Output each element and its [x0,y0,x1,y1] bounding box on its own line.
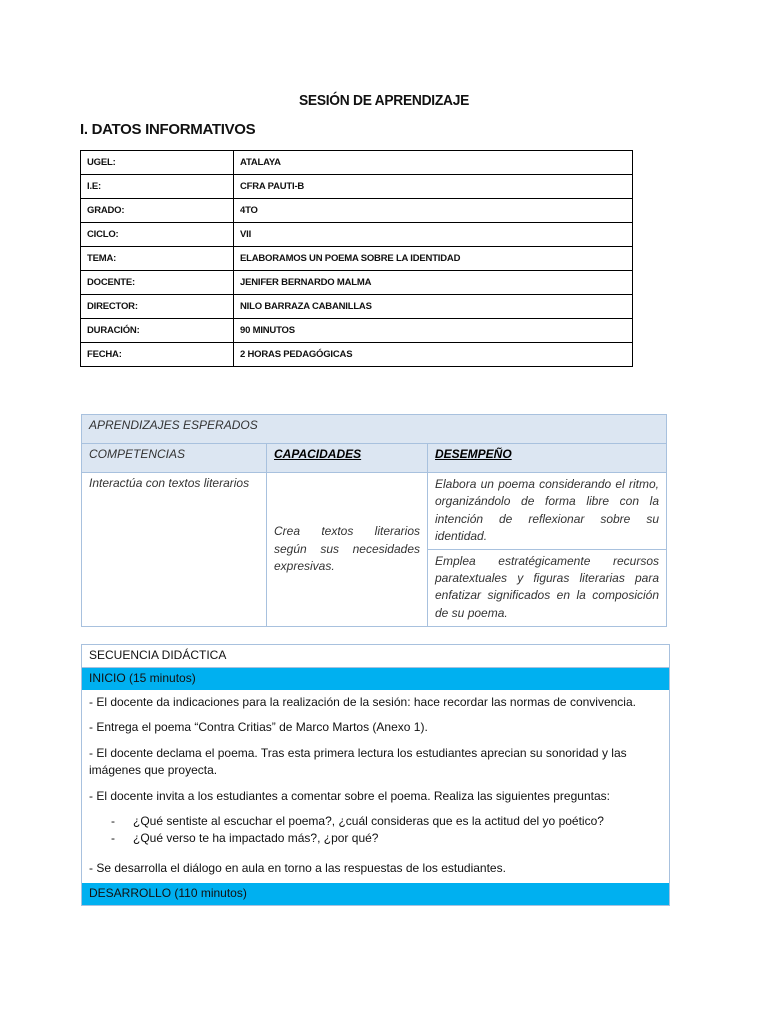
list-item: - ¿Qué sentiste al escuchar el poema?, ¿cuál consideras que es la actitud del yo poético? [133,813,662,830]
column-header-row [82,444,667,473]
table-row [81,247,633,271]
inicio-phase-label: INICIO (15 minutos) [82,668,669,690]
list-item: - ¿Qué verso te ha impactado más?, ¿por qué? [133,830,662,847]
table-row [81,175,633,199]
question-list [89,813,662,848]
paragraph: - El docente declama el poema. Tras esta primera lectura los estudiantes aprecian su sonoridad y las imágenes que proyecta. [89,745,627,778]
table-row [81,223,633,247]
col-competencias: COMPETENCIAS [82,444,267,473]
desempeno-cell-2: Emplea estratégicamente recursos paratextuales y figuras literarias para enfatizar significados en la composición de su poema. [428,549,667,626]
row-value: CFRA PAUTI-B [234,175,633,199]
row-value: JENIFER BERNARDO MALMA [234,271,633,295]
page-title: SESIÓN DE APRENDIZAJE [298,92,470,109]
paragraph: - Entrega el poema “Contra Critias” de Marco Martos (Anexo 1). [89,720,428,735]
row-value: ELABORAMOS UN POEMA SOBRE LA IDENTIDAD [234,247,633,271]
row-label: DURACIÓN: [81,319,234,343]
table-row [81,295,633,319]
row-label: DOCENTE: [81,271,234,295]
paragraph: - El docente invita a los estudiantes a comentar sobre el poema. Realiza las siguientes preguntas: [89,788,610,803]
competencia-cell: Interactúa con textos literarios [82,473,267,627]
paragraph: - Se desarrolla el diálogo en aula en torno a las respuestas de los estudiantes. [89,860,506,875]
table-row [81,151,633,175]
row-label: GRADO: [81,199,234,223]
row-value: 90 MINUTOS [234,319,633,343]
row-label: UGEL: [81,151,234,175]
row-label: FECHA: [81,343,234,367]
row-value: NILO BARRAZA CABANILLAS [234,295,633,319]
aprendizajes-header-row [82,415,667,444]
aprendizajes-header: APRENDIZAJES ESPERADOS [82,415,667,444]
table-row [81,343,633,367]
table-row [81,271,633,295]
datos-informativos-table [80,150,633,367]
section-title: I. DATOS INFORMATIVOS [80,121,256,138]
row-value: VII [234,223,633,247]
paragraph: - El docente da indicaciones para la realización de la sesión: hace recordar las normas de convivencia. [89,695,636,709]
aprendizajes-table [81,414,667,627]
row-value: ATALAYA [234,151,633,175]
row-value: 2 HORAS PEDAGÓGICAS [234,343,633,367]
secuencia-didactica [81,644,670,906]
desarrollo-phase-label: DESARROLLO (110 minutos) [82,883,669,905]
table-row [81,199,633,223]
row-label: I.E: [81,175,234,199]
capacidad-cell: Crea textos literarios según sus necesidades expresivas. [267,473,428,627]
row-value: 4TO [234,199,633,223]
row-label: TEMA: [81,247,234,271]
row-label: CICLO: [81,223,234,247]
desempeno-cell-1: Elabora un poema considerando el ritmo, organizándolo de forma libre con la intención de reflexionar sobre su identidad. [428,473,667,550]
table-row [82,473,667,550]
row-label: DIRECTOR: [81,295,234,319]
secuencia-header: SECUENCIA DIDÁCTICA [82,645,669,668]
inicio-content [82,690,669,883]
col-capacidades: CAPACIDADES [267,444,428,473]
table-row [81,319,633,343]
col-desempeno: DESEMPEÑO [428,444,667,473]
